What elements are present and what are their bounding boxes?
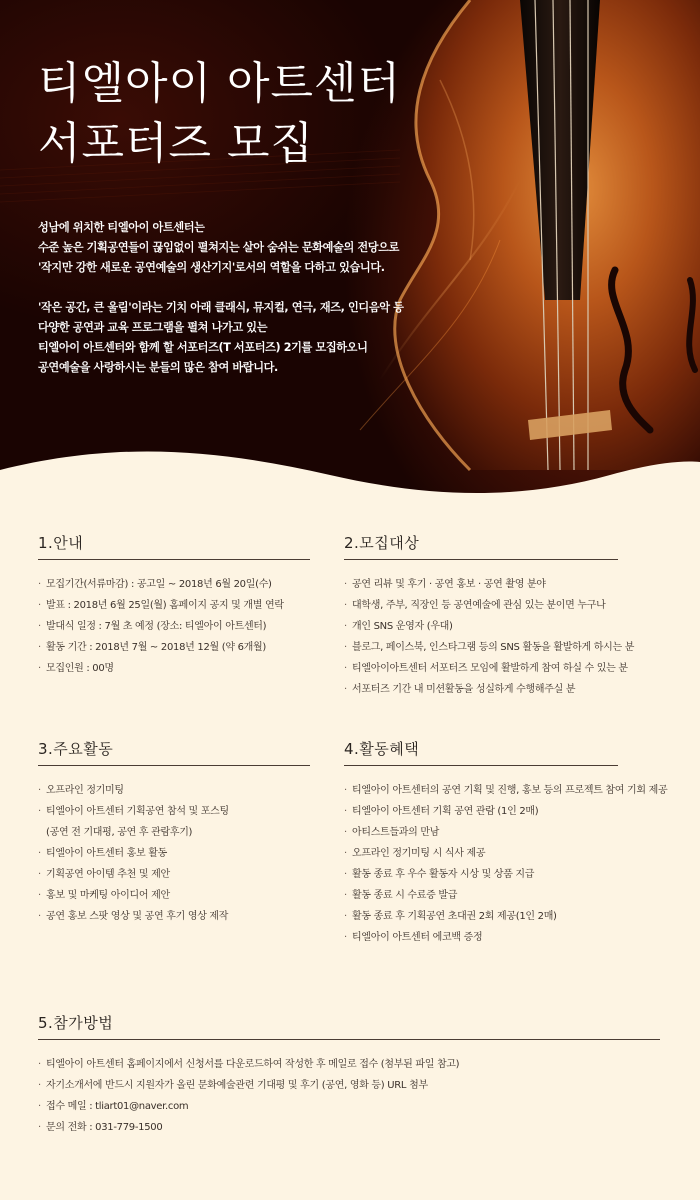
section-title: 4.활동혜택 (344, 738, 618, 766)
list-item: · 티엘아이 아트센터 에코백 증정 (344, 927, 618, 948)
list-item: · 발표 : 2018년 6월 25일(월) 홈페이지 공지 및 개별 연락 (38, 595, 310, 616)
list-item: · 모집인원 : 00명 (38, 658, 310, 679)
list-item: · 대학생, 주부, 직장인 등 공연예술에 관심 있는 분이면 누구나 (344, 595, 618, 616)
list-item: · 공연 리뷰 및 후기 · 공연 홍보 · 공연 촬영 분야 (344, 574, 618, 595)
section-target (344, 532, 635, 700)
section-benefits (344, 738, 668, 948)
intro-line: 티엘아이 아트센터와 함께 할 서포터즈(T 서포터즈) 2기를 모집하오니 (38, 341, 368, 354)
list-item: · 티엘아이 아트센터 홍보 활동 (38, 843, 310, 864)
list-item: · 발대식 일정 : 7월 초 예정 (장소: 티엘아이 아트센터) (38, 616, 310, 637)
list-item: · 티엘아이 아트센터 기획공연 참석 및 포스팅 (38, 801, 310, 822)
list-item: · 오프라인 정기미팅 (38, 780, 310, 801)
list-item: · 티엘아이 아트센터의 공연 기획 및 진행, 홍보 등의 프로젝트 참여 기회 제공 (344, 780, 618, 801)
hero-banner (0, 0, 700, 520)
activities-list (38, 780, 310, 927)
section-title: 3.주요활동 (38, 738, 310, 766)
intro-line: 공연예술을 사랑하시는 분들의 많은 참여 바랍니다. (38, 361, 278, 374)
benefits-list (344, 780, 668, 948)
list-item: · 티엘아이 아트센터 홈페이지에서 신청서를 다운로드하여 작성한 후 메일로 접수 (첨부된 파일 참고) (38, 1054, 660, 1075)
list-item-note: (공연 전 기대평, 공연 후 관람후기) (46, 827, 193, 838)
list-item: · 티엘아이아트센터 서포터즈 모임에 활발하게 참여 하실 수 있는 분 (344, 658, 618, 679)
contact-email: · 접수 메일 : tliart01@naver.com (38, 1096, 660, 1117)
title-line-1: 티엘아이 아트센터 (38, 58, 402, 109)
list-item: · 공연 홍보 스팟 영상 및 공연 후기 영상 제작 (38, 906, 310, 927)
list-item: · 블로그, 페이스북, 인스타그램 등의 SNS 활동을 활발하게 하시는 분 (344, 637, 618, 658)
list-item: · 기획공연 아이템 추천 및 제안 (38, 864, 310, 885)
section-title: 5.참가방법 (38, 1012, 660, 1040)
section-title: 2.모집대상 (344, 532, 618, 560)
section-guide (38, 532, 310, 679)
intro-line: '작지만 강한 새로운 공연예술의 생산기지'로서의 역할을 다하고 있습니다. (38, 261, 385, 274)
intro-line: '작은 공간, 큰 울림'이라는 기치 아래 클래식, 뮤지컬, 연극, 재즈, 인디음악 등 (38, 301, 404, 314)
list-item: · 활동 종료 시 수료증 발급 (344, 885, 618, 906)
contact-phone: · 문의 전화 : 031-779-1500 (38, 1117, 660, 1138)
target-list (344, 574, 635, 700)
list-item: · 자기소개서에 반드시 지원자가 올린 문화예술관련 기대평 및 후기 (공연, 영화 등) URL 첨부 (38, 1075, 660, 1096)
section-how-to-apply (38, 1012, 660, 1138)
list-item: · 오프라인 정기미팅 시 식사 제공 (344, 843, 618, 864)
section-activities (38, 738, 310, 927)
guide-list (38, 574, 310, 679)
list-item: · 활동 종료 후 우수 활동자 시상 및 상품 지급 (344, 864, 618, 885)
list-item: · 활동 기간 : 2018년 7월 ~ 2018년 12월 (약 6개월) (38, 637, 310, 658)
intro-line: 수준 높은 기획공연들이 끊임없이 펼쳐지는 살아 숨쉬는 문화예술의 전당으로 (38, 241, 399, 254)
intro-text (38, 218, 438, 398)
list-item: · 서포터즈 기간 내 미션활동을 성실하게 수행해주실 분 (344, 679, 618, 700)
howto-list (38, 1054, 660, 1138)
intro-line: 성남에 위치한 티엘아이 아트센터는 (38, 221, 205, 234)
intro-paragraph-2 (38, 298, 438, 378)
list-item: · 홍보 및 마케팅 아이디어 제안 (38, 885, 310, 906)
list-item: · 개인 SNS 운영자 (우대) (344, 616, 618, 637)
title-line-2: 서포터즈 모집 (38, 118, 315, 169)
list-item: · 활동 종료 후 기획공연 초대권 2회 제공(1인 2매) (344, 906, 618, 927)
intro-paragraph-1 (38, 218, 438, 278)
section-title: 1.안내 (38, 532, 310, 560)
page-title (38, 54, 401, 174)
list-item: · 모집기간(서류마감) : 공고일 ~ 2018년 6월 20일(수) (38, 574, 310, 595)
list-item: · 티엘아이 아트센터 기획 공연 관람 (1인 2매) (344, 801, 618, 822)
list-item: · 아티스트들과의 만남 (344, 822, 618, 843)
intro-line: 다양한 공연과 교육 프로그램을 펼쳐 나가고 있는 (38, 321, 268, 334)
wave-divider (0, 430, 700, 520)
